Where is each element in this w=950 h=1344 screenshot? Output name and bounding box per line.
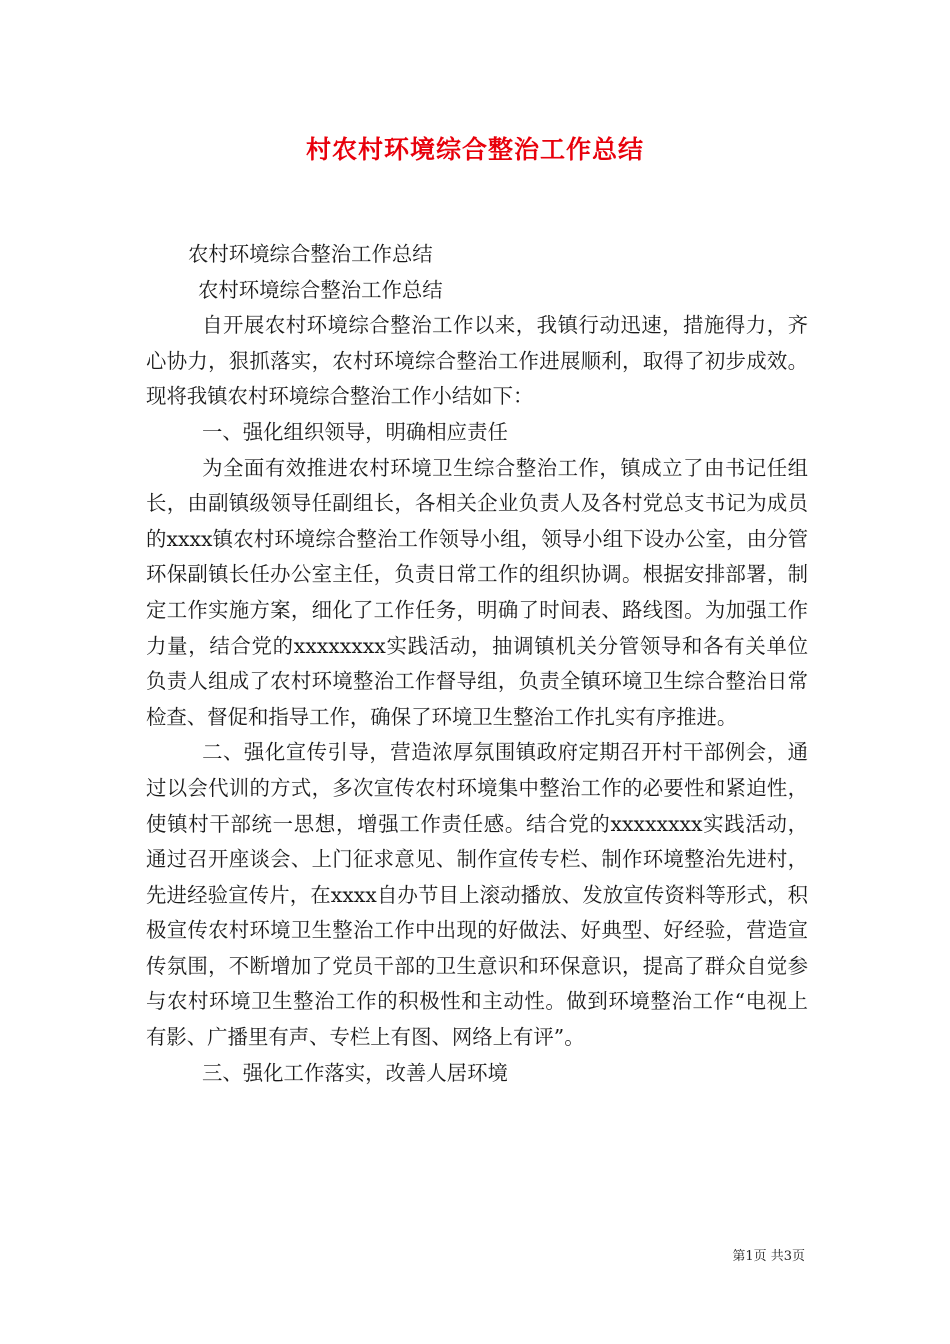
section-heading-1: 一、强化组织领导，明确相应责任 — [202, 419, 508, 444]
section-heading-3: 三、强化工作落实，改善人居环境 — [202, 1060, 508, 1085]
subtitle-line-2: 农村环境综合整治工作总结 — [198, 277, 443, 302]
section-1-paragraph: 为全面有效推进农村环境卫生综合整治工作，镇成立了由书记任组长，由副镇级领导任副组长，各相关企业负责人及各村党总支书记为成员的xxxx镇农村环境综合整治工作领导小组，领导小组下设办公室，由分管环保副镇长任办公室主任，负责日常工作的组织协调。根据安排部署，制定工作实施方案，细化了工作任务，明确了时间表、路线图。为加强工作力量，结合党的xxxxxxxx实践活动，抽调镇机关分管领导和各有关单位负责人组成了农村环境整治工作督导组，负责全镇环境卫生综合整治日常检查、督促和指导工作，确保了环境卫生整治工作扎实有序推进。 — [146, 455, 808, 729]
subtitle-line-1: 农村环境综合整治工作总结 — [188, 242, 433, 266]
page-number: 第1页 共3页 — [732, 1249, 805, 1264]
document-body — [146, 237, 808, 1091]
document-title: 村农村环境综合整治工作总结 — [305, 135, 644, 164]
section-2-paragraph: 二、强化宣传引导，营造浓厚氛围镇政府定期召开村干部例会，通过以会代训的方式，多次宣传农村环境集中整治工作的必要性和紧迫性，使镇村干部统一思想，增强工作责任感。结合党的xxxxxxxx实践活动，通过召开座谈会、上门征求意见、制作宣传专栏、制作环境整治先进村，先进经验宣传片，在xxxx自办节目上滚动播放、发放宣传资料等形式，积极宣传农村环境卫生整治工作中出现的好做法、好典型、好经验，营造宣传氛围，不断增加了党员干部的卫生意识和环保意识，提高了群众自觉参与农村环境卫生整治工作的积极性和主动性。做到环境整治工作“电视上有影、广播里有声、专栏上有图、网络上有评”。 — [146, 740, 808, 1050]
intro-paragraph: 自开展农村环境综合整治工作以来，我镇行动迅速，措施得力，齐心协力，狠抓落实，农村环境综合整治工作进展顺利，取得了初步成效。现将我镇农村环境综合整治工作小结如下： — [146, 313, 808, 409]
